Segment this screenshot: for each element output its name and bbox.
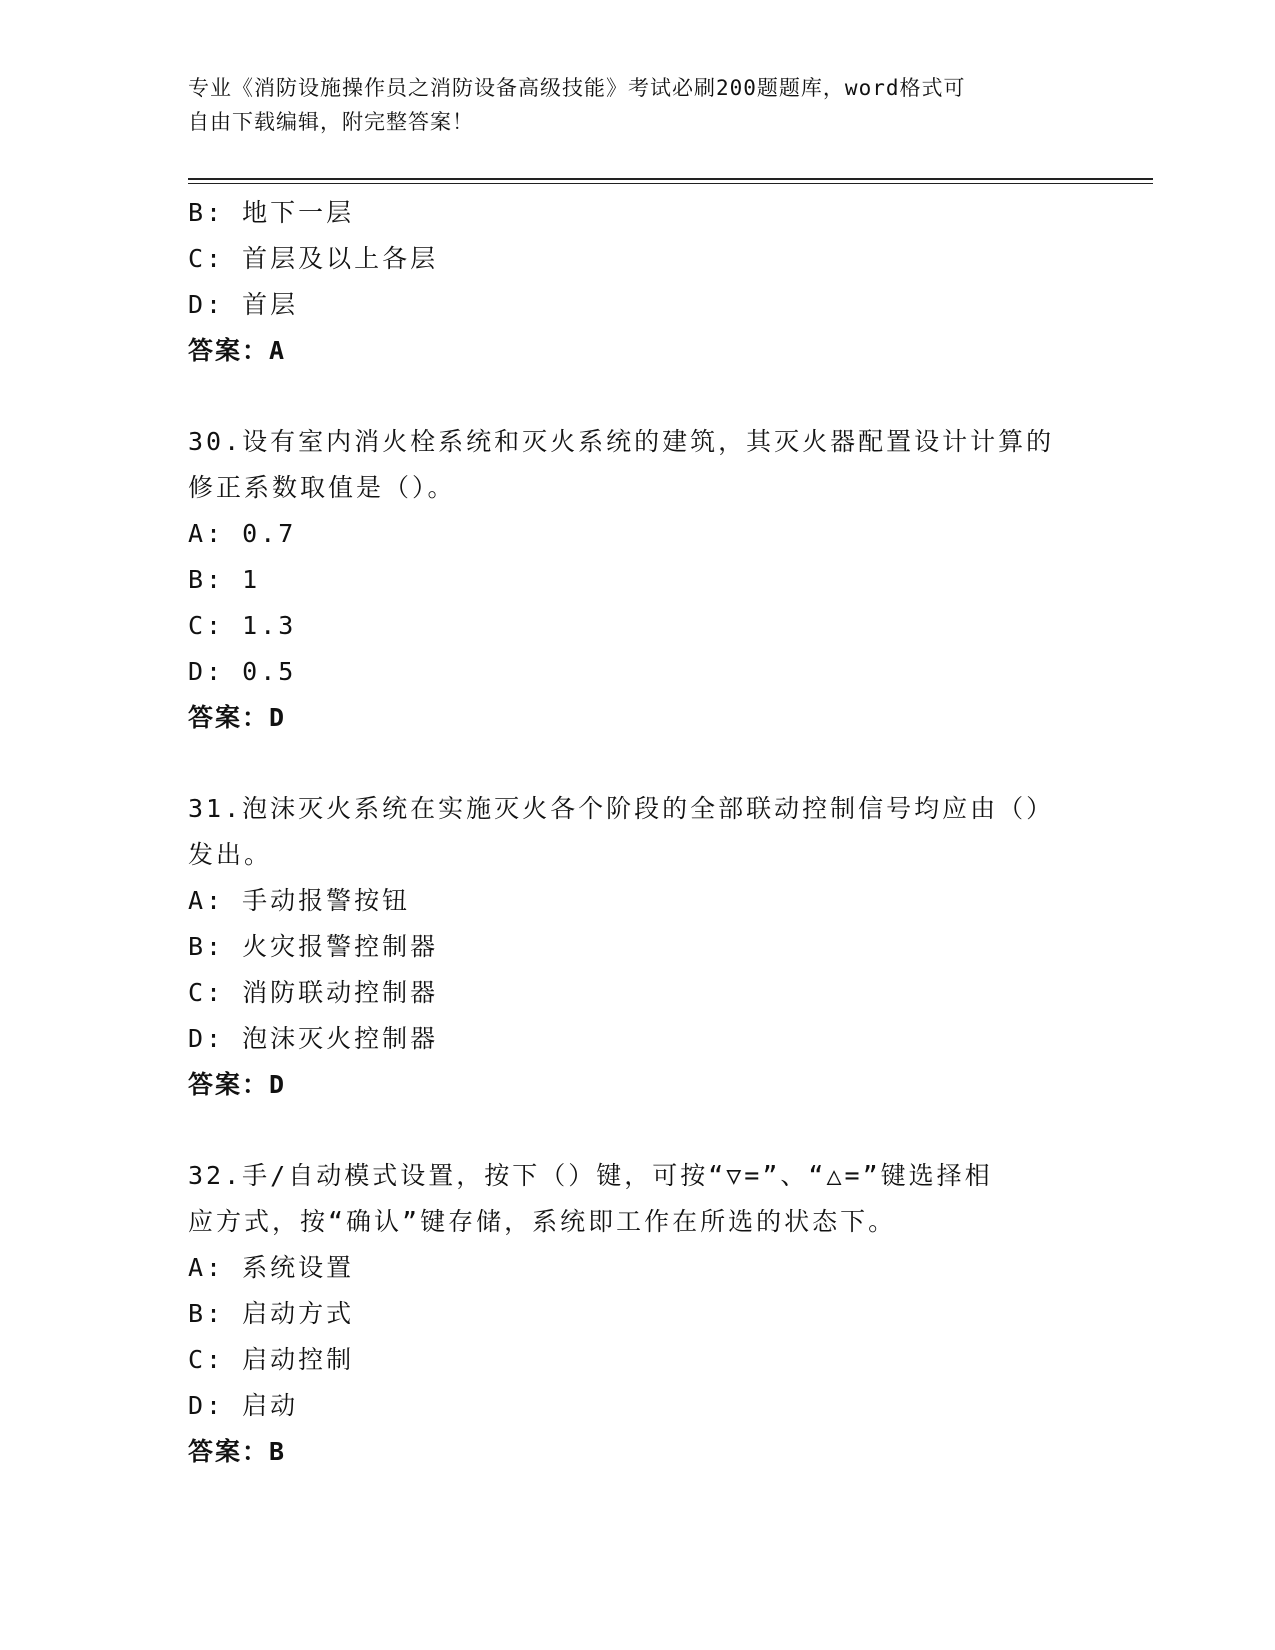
document-body: [188, 190, 1088, 1475]
document-header: [188, 71, 1068, 139]
question-text-line-1: 32.手/自动模式设置，按下（）键，可按“▽=”、“△=”键选择相: [188, 1161, 993, 1190]
option-a: A: 手动报警按钮: [188, 886, 411, 915]
option-a: A: 系统设置: [188, 1253, 355, 1282]
previous-question-tail: [188, 190, 1088, 374]
option-b: B: 1: [188, 565, 261, 594]
question-32: [188, 1153, 1088, 1475]
answer: 答案：D: [188, 703, 287, 732]
option-c: C: 1.3: [188, 611, 297, 640]
option-d: D: 首层: [188, 290, 299, 319]
question-31: [188, 786, 1088, 1108]
option-c: C: 首层及以上各层: [188, 244, 439, 273]
option-a: A: 0.7: [188, 519, 297, 548]
answer: 答案：B: [188, 1437, 287, 1466]
option-c: C: 启动控制: [188, 1345, 355, 1374]
header-divider-thick: [188, 178, 1153, 180]
option-b: B: 启动方式: [188, 1299, 355, 1328]
question-30: [188, 419, 1088, 741]
option-c: C: 消防联动控制器: [188, 978, 439, 1007]
question-text-line-2: 修正系数取值是（）。: [188, 473, 456, 502]
header-line-1: 专业《消防设施操作员之消防设备高级技能》考试必刷200题题库，word格式可: [188, 76, 966, 100]
option-b: B: 地下一层: [188, 198, 355, 227]
header-line-2: 自由下载编辑，附完整答案！: [188, 110, 474, 134]
option-b: B: 火灾报警控制器: [188, 932, 439, 961]
question-text-line-2: 发出。: [188, 840, 273, 869]
answer: 答案：A: [188, 336, 287, 365]
question-text-line-1: 31.泡沫灭火系统在实施灭火各个阶段的全部联动控制信号均应由（）: [188, 794, 1055, 823]
question-text-line-1: 30.设有室内消火栓系统和灭火系统的建筑，其灭火器配置设计计算的: [188, 427, 1055, 456]
option-d: D: 0.5: [188, 657, 297, 686]
answer: 答案：D: [188, 1070, 287, 1099]
header-divider-thin: [188, 183, 1153, 184]
option-d: D: 泡沫灭火控制器: [188, 1024, 439, 1053]
option-d: D: 启动: [188, 1391, 299, 1420]
question-text-line-2: 应方式，按“确认”键存储，系统即工作在所选的状态下。: [188, 1207, 897, 1236]
